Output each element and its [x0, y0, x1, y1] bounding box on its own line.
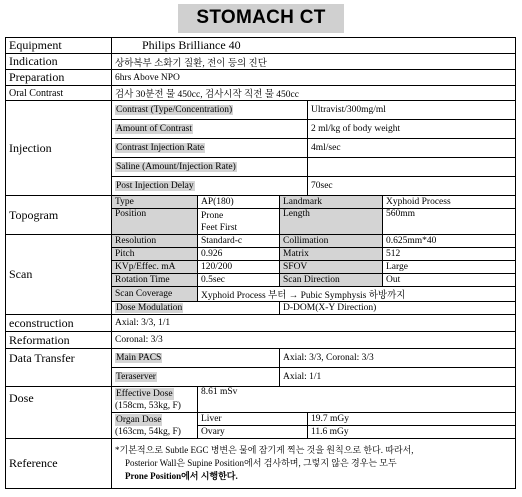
row-dose-effective [6, 387, 516, 413]
injection-label: Injection [6, 101, 112, 196]
injection-value-4 [308, 158, 516, 177]
scan-label: Scan [6, 235, 112, 315]
reference-text [112, 439, 516, 489]
reconstruction-label: econstruction [6, 315, 112, 332]
preparation-label: Preparation [6, 70, 112, 86]
main-pacs-value: Axial: 3/3, Coronal: 3/3 [280, 349, 516, 368]
organ-dose-label: Organ Dose (163cm, 54kg, F) [112, 413, 198, 439]
reference-label: Reference [6, 439, 112, 489]
page-title: STOMACH CT [178, 4, 343, 33]
topogram-landmark-label: Landmark [280, 196, 383, 209]
indication-label: Indication [6, 54, 112, 70]
scan-coverage-value: Xyphoid Process 부터 → Pubic Symphysis 하방까지 [198, 287, 516, 302]
equipment-value: Philips Brilliance 40 [112, 38, 516, 54]
teraserver-value: Axial: 1/1 [280, 368, 516, 387]
scan-direction-label: Scan Direction [280, 274, 383, 287]
scan-pitch-value: 0.926 [198, 248, 280, 261]
topogram-type-value: AP(180) [198, 196, 280, 209]
topogram-length-label: Length [280, 209, 383, 235]
reformation-label: Reformation [6, 332, 112, 349]
scan-collimation-value: 0.625mm*40 [383, 235, 516, 248]
scan-matrix-value: 512 [383, 248, 516, 261]
scan-sfov-label: SFOV [280, 261, 383, 274]
effective-dose-label: Effective Dose (158cm, 53kg, F) [112, 387, 198, 413]
row-scan-1 [6, 235, 516, 248]
effective-dose-value: 8.61 mSv [198, 387, 516, 413]
reference-line-2: Posterior Wall은 Supine Position에서 검사하며, 그렇지 않은 경우는 모두 [125, 458, 397, 468]
protocol-table [5, 37, 516, 489]
scan-resolution-value: Standard-c [198, 235, 280, 248]
injection-key-3: Contrast Injection Rate [112, 139, 308, 158]
scan-kvp-label: KVp/Effec. mA [112, 261, 198, 274]
row-reference [6, 439, 516, 489]
topogram-length-value: 560mm [383, 209, 516, 235]
oral-contrast-value: 검사 30분전 물 450cc, 검사시작 직전 물 450cc [112, 86, 516, 101]
scan-rotation-label: Rotation Time [112, 274, 198, 287]
injection-key-2: Amount of Contrast [112, 120, 308, 139]
dose-label: Dose [6, 387, 112, 439]
preparation-value: 6hrs Above NPO [112, 70, 516, 86]
equipment-label: Equipment [6, 38, 112, 54]
scan-collimation-label: Collimation [280, 235, 383, 248]
row-injection-1 [6, 101, 516, 120]
liver-label: Liver [198, 413, 308, 426]
scan-sfov-value: Large [383, 261, 516, 274]
ovary-value: 11.6 mGy [308, 426, 516, 439]
scan-matrix-label: Matrix [280, 248, 383, 261]
topogram-position-value: Prone Feet First [198, 209, 280, 235]
scan-dose-mod-value: D-DOM(X-Y Direction) [280, 302, 516, 315]
reference-line-1: *기본적으로 Subtle EGC 병변은 물에 잠기게 찍는 것을 원칙으로 한다. 따라서, [115, 445, 414, 455]
reconstruction-value: Axial: 3/3, 1/1 [112, 315, 516, 332]
topogram-type-label: Type [112, 196, 198, 209]
injection-key-5: Post Injection Delay [112, 177, 308, 196]
injection-value-5: 70sec [308, 177, 516, 196]
oral-contrast-label: Oral Contrast [6, 86, 112, 101]
scan-rotation-value: 0.5sec [198, 274, 280, 287]
injection-value-2: 2 ml/kg of body weight [308, 120, 516, 139]
injection-value-1: Ultravist/300mg/ml [308, 101, 516, 120]
data-transfer-label: Data Transfer [6, 349, 112, 387]
row-equipment [6, 38, 516, 54]
scan-direction-value: Out [383, 274, 516, 287]
liver-value: 19.7 mGy [308, 413, 516, 426]
ovary-label: Ovary [198, 426, 308, 439]
scan-resolution-label: Resolution [112, 235, 198, 248]
main-pacs-label: Main PACS [112, 349, 280, 368]
injection-key-4: Saline (Amount/Injection Rate) [112, 158, 308, 177]
indication-value: 상하복부 소화기 질환, 전이 등의 진단 [112, 54, 516, 70]
reformation-value: Coronal: 3/3 [112, 332, 516, 349]
injection-key-1: Contrast (Type/Concentration) [112, 101, 308, 120]
row-indication [6, 54, 516, 70]
teraserver-label: Teraserver [112, 368, 280, 387]
topogram-landmark-value: Xyphoid Process [383, 196, 516, 209]
scan-pitch-label: Pitch [112, 248, 198, 261]
reference-line-3: Prone Position에서 시행한다. [125, 471, 238, 481]
row-reformation [6, 332, 516, 349]
title-container [0, 4, 522, 34]
scan-coverage-label: Scan Coverage [112, 287, 198, 302]
row-topogram-1 [6, 196, 516, 209]
row-data-transfer-1 [6, 349, 516, 368]
scan-kvp-value: 120/200 [198, 261, 280, 274]
scan-dose-mod-label: Dose Modulation [112, 302, 280, 315]
row-reconstruction [6, 315, 516, 332]
topogram-position-label: Position [112, 209, 198, 235]
row-oral-contrast [6, 86, 516, 101]
row-preparation [6, 70, 516, 86]
topogram-label: Topogram [6, 196, 112, 235]
injection-value-3: 4ml/sec [308, 139, 516, 158]
